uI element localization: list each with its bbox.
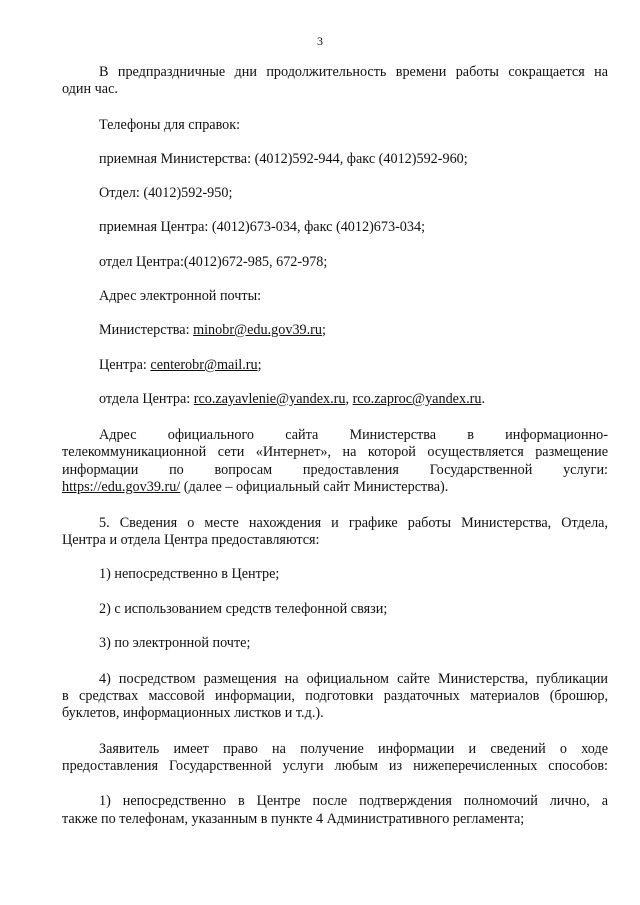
email-label: Министерства: — [99, 322, 194, 338]
site-link[interactable]: https://edu.gov39.ru/ — [62, 479, 181, 495]
page-number: 3 — [317, 34, 323, 48]
list-item: 1) непосредственно в Центре после подтверждения полномочий лично, а — [99, 793, 608, 809]
phone-center-department: отдел Центра:(4012)672-985, 672-978; — [99, 254, 328, 270]
paragraph-line: Центра и отдела Центра предоставляются: — [62, 532, 320, 548]
list-item: 2) с использованием средств телефонной связи; — [99, 601, 388, 617]
email-link-ministry[interactable]: minobr@edu.gov39.ru — [193, 322, 322, 338]
paragraph-line: В предпраздничные дни продолжительность времени работы сокращается на — [99, 64, 608, 80]
phone-ministry: приемная Министерства: (4012)592-944, факс (4012)592-960; — [99, 151, 468, 167]
paragraph-line: один час. — [62, 81, 118, 97]
list-item: 3) по электронной почте; — [99, 635, 251, 651]
email-label: Центра: — [99, 357, 151, 373]
paragraph-line: Адрес официального сайта Министерства в информационно- — [99, 427, 608, 443]
email-center: Центра: centerobr@mail.ru; — [99, 357, 262, 373]
phone-department: Отдел: (4012)592-950; — [99, 185, 233, 201]
phones-heading: Телефоны для справок: — [99, 117, 241, 133]
paragraph-line: информации по вопросам предоставления Государственной услуги: — [62, 462, 608, 478]
phone-center: приемная Центра: (4012)673-034, факс (4012)673-034; — [99, 219, 426, 235]
email-link-center[interactable]: centerobr@mail.ru — [150, 357, 258, 373]
email-ministry: Министерства: minobr@edu.gov39.ru; — [99, 322, 326, 338]
item-5-heading: 5. Сведения о месте нахождения и графике работы Министерства, Отдела, — [99, 515, 608, 531]
email-link-zaproc[interactable]: rco.zaproc@yandex.ru — [352, 391, 482, 407]
paragraph-line: Заявитель имеет право на получение информации и сведений о ходе — [99, 741, 608, 757]
list-item: 4) посредством размещения на официальном сайте Министерства, публикации — [99, 671, 608, 687]
email-link-zayavlenie[interactable]: rco.zayavlenie@yandex.ru — [193, 391, 346, 407]
paragraph-line: предоставления Государственной услуги любым из нижеперечисленных способов: — [62, 758, 608, 774]
paragraph-line: буклетов, информационных листков и т.д.). — [62, 705, 324, 721]
email-label: отдела Центра: — [99, 391, 194, 407]
paragraph-line: в средствах массовой информации, подготовки раздаточных материалов (брошюр, — [62, 688, 608, 704]
email-center-department: отдела Центра: rco.zayavlenie@yandex.ru, rco.zaproc@yandex.ru. — [99, 391, 485, 407]
paragraph-line: телекоммуникационной сети «Интернет», на которой осуществляется размещение — [62, 444, 608, 460]
paragraph-line: также по телефонам, указанным в пункте 4 Административного регламента; — [62, 811, 525, 827]
list-item: 1) непосредственно в Центре; — [99, 566, 280, 582]
paragraph-line: https://edu.gov39.ru/ (далее – официальный сайт Министерства). — [62, 479, 449, 495]
email-heading: Адрес электронной почты: — [99, 288, 262, 304]
